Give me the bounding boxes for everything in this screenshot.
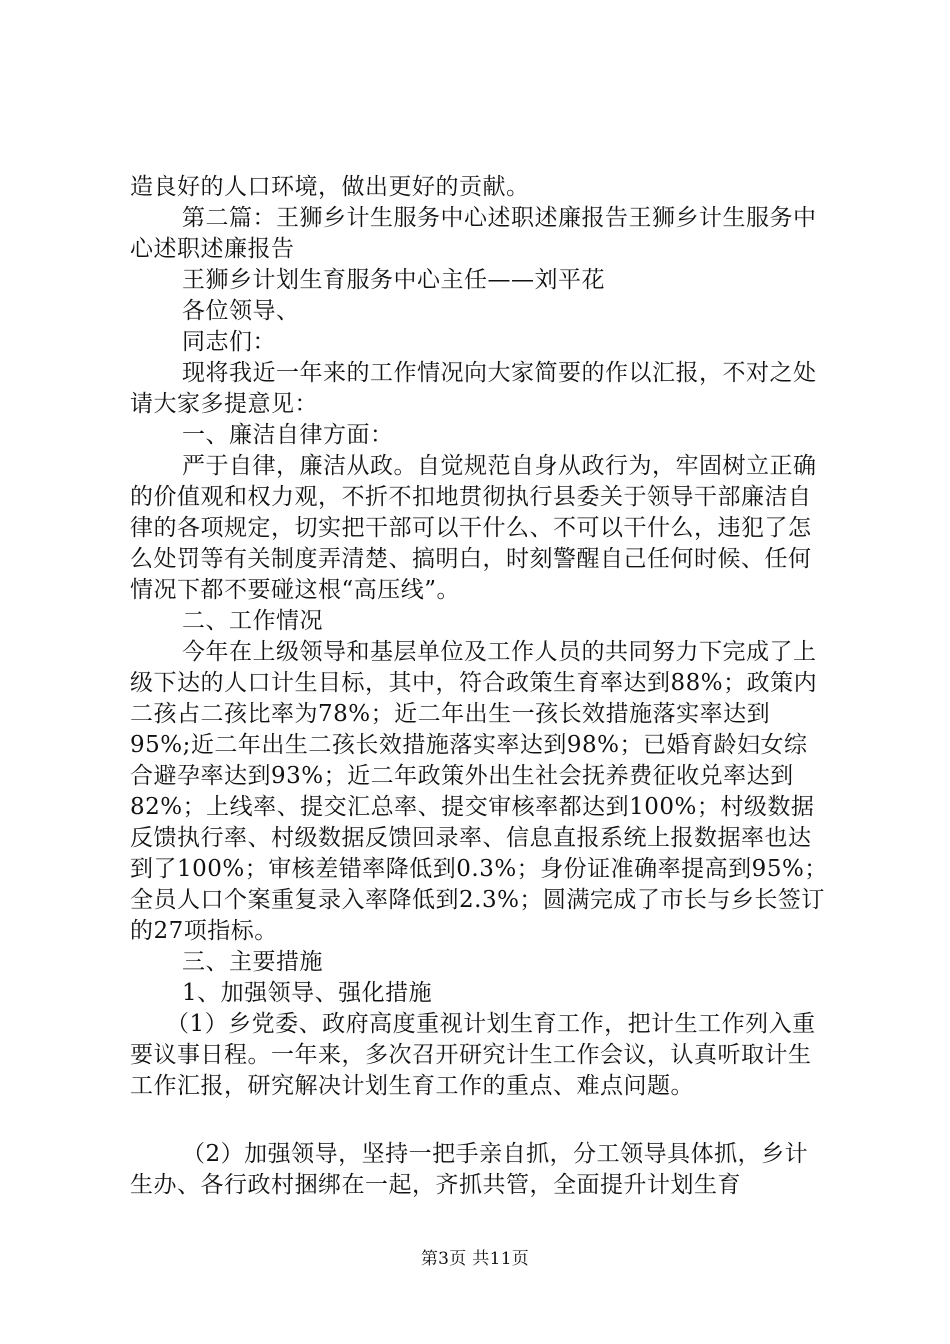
heading-work-status: 二、工作情况 (182, 608, 323, 634)
heading-main-measures: 三、主要措施 (182, 949, 323, 975)
paragraph-author-line: 王狮乡计划生育服务中心主任——刘平花 (182, 267, 605, 293)
paragraph-gap (130, 1102, 830, 1139)
paragraph-salutation-comrades: 同志们： (182, 329, 276, 355)
paragraph-measure-2: （2）加强领导，坚持一把手亲自抓，分工领导具体抓，乡计生办、各行政村捆绑在一起，齐抓共管，全面提升计划生育 (130, 1141, 809, 1198)
paragraph-intro: 现将我近一年来的工作情况向大家简要的作以汇报，不对之处请大家多提意见： (130, 360, 817, 417)
document-body (130, 172, 830, 1201)
paragraph-salutation-leaders: 各位领导、 (182, 298, 300, 324)
paragraph-measure-1: （1）乡党委、政府高度重视计划生育工作，把计生工作列入重要议事日程。一年来，多次召开研究计生工作会议，认真听取计生工作汇报，研究解决计划生育工作的重点、难点问题。 (130, 1011, 816, 1099)
paragraph-section-title: 第二篇：王狮乡计生服务中心述职述廉报告王狮乡计生服务中心述职述廉报告 (130, 205, 817, 262)
subheading-leadership: 1、加强领导、强化措施 (182, 980, 433, 1006)
paragraph-work-status: 今年在上级领导和基层单位及工作人员的共同努力下完成了上级下达的人口计生目标，其中，符合政策生育率达到88%；政策内二孩占二孩比率为78%；近二年出生一孩长效措施落实率达到95%;近二年出生二孩长效措施落实率达到98%；已婚育龄妇女综合避孕率达到93%；近二年政策外出生社会抚养费征收兑率达到82%；上线率、提交汇总率、提交审核率都达到100%；村级数据反馈执行率、村级数据反馈回录率、信息直报系统上报数据率也达到了100%；审核差错率降低到0.3%；身份证准确率提高到95%；全员人口个案重复录入率降低到2.3%；圆满完成了市长与乡长签订的27项指标。 (130, 639, 828, 944)
paragraph-integrity: 严于自律，廉洁从政。自觉规范自身从政行为，牢固树立正确的价值观和权力观，不折不扣地贯彻执行县委关于领导干部廉洁自律的各项规定，切实把干部可以干什么、不可以干什么，违犯了怎么处罚等有关制度弄清楚、搞明白，时刻警醒自己任何时候、任何情况下都不要碰这根“高压线”。 (130, 453, 817, 603)
page-footer: 第3页 共11页 (420, 1249, 530, 1269)
heading-integrity: 一、廉洁自律方面： (182, 422, 394, 448)
paragraph-continuation: 造良好的人口环境，做出更好的贡献。 (130, 174, 530, 200)
